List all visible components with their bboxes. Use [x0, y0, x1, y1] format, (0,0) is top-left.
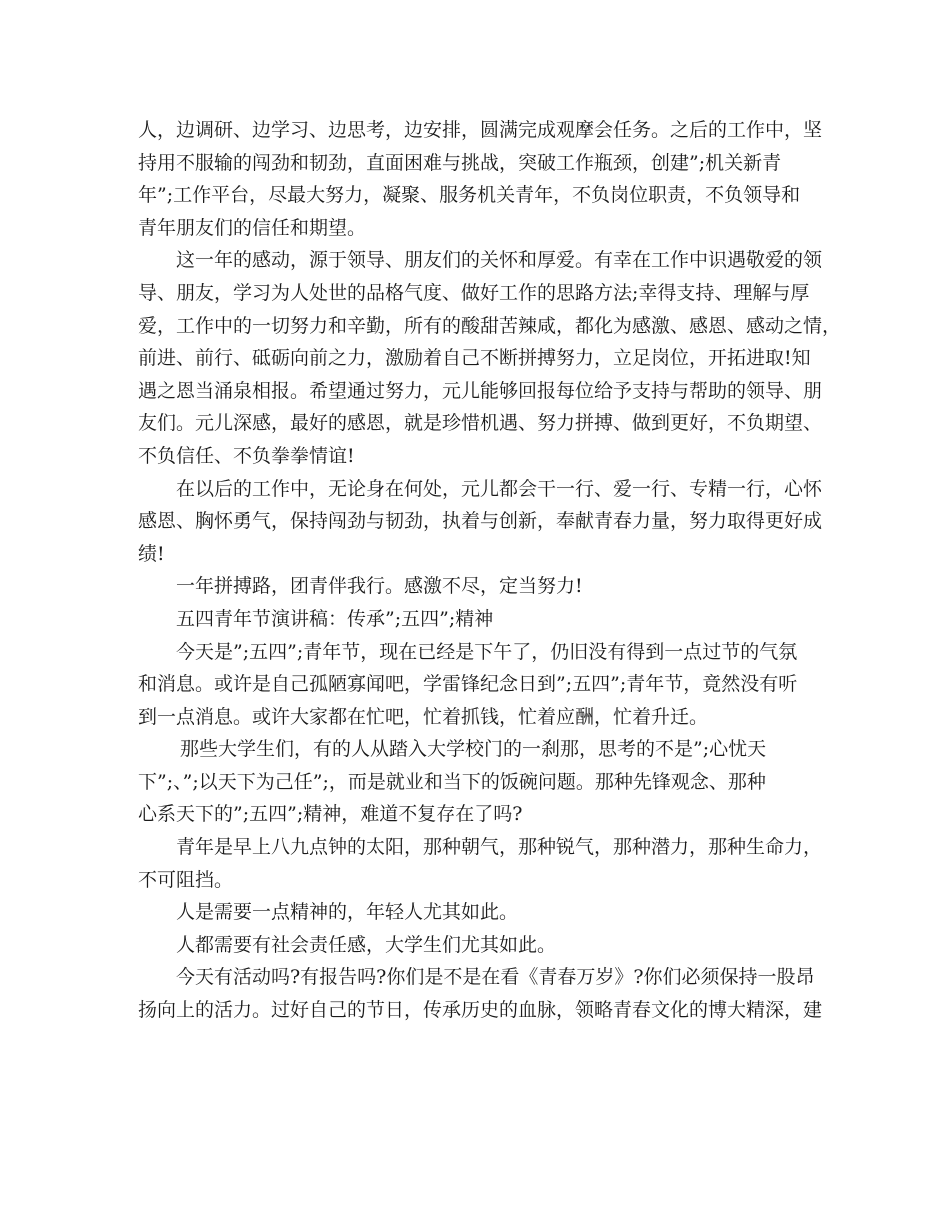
text-line: 绩! [138, 542, 165, 565]
text-line: 持用不服输的闯劲和韧劲，直面困难与挑战，突破工作瓶颈，创建”;机关新青 [138, 151, 782, 174]
paragraph-start: 今天是”;五四”;青年节，现在已经是下午了，仍旧没有得到一点过节的气氛 [176, 640, 798, 663]
paragraph-start: 这一年的感动，源于领导、朋友们的关怀和厚爱。有幸在工作中识遇敬爱的领 [176, 249, 823, 272]
paragraph-start: 在以后的工作中，无论身在何处，元儿都会干一行、爱一行、专精一行，心怀 [176, 477, 823, 500]
document-body [138, 114, 842, 1027]
paragraph-start: 人是需要一点精神的，年轻人尤其如此。 [176, 901, 519, 924]
text-line: 到一点消息。或许大家都在忙吧，忙着抓钱，忙着应酬，忙着升迁。 [138, 705, 709, 728]
text-line: 不可阻挡。 [138, 868, 234, 891]
text-line: 人，边调研、边学习、边思考，边安排，圆满完成观摩会任务。之后的工作中，坚 [138, 119, 823, 141]
text-line: 心系天下的”;五四”;精神，难道不复存在了吗? [138, 803, 523, 826]
text-line: 前进、前行、砥砺向前之力，激励着自己不断拼搏努力，立足岗位，开拓进取!知 [138, 347, 811, 370]
text-line: 感恩、胸怀勇气，保持闯劲与韧劲，执着与创新，奉献青春力量，努力取得更好成 [138, 510, 823, 533]
text-line: 和消息。或许是自己孤陋寡闻吧，学雷锋纪念日到”;五四”;青年节，竟然没有听 [138, 673, 798, 696]
paragraph-start: 今天有活动吗?有报告吗?你们是不是在看《青春万岁》?你们必须保持一股昂 [176, 966, 815, 989]
text-line: 爱，工作中的一切努力和辛勤，所有的酸甜苦辣咸，都化为感激、感恩、感动之情， [138, 314, 842, 337]
text-line: 下”;、”;以天下为己任”;，而是就业和当下的饭碗问题。那种先锋观念、那种 [138, 770, 766, 793]
text-line: 导、朋友，学习为人处世的品格气度、做好工作的思路方法;幸得支持、理解与厚 [138, 281, 810, 304]
text-line: 青年朋友们的信任和期望。 [138, 216, 367, 239]
section-heading: 五四青年节演讲稿：传承”;五四”;精神 [176, 607, 494, 630]
text-line: 年”;工作平台，尽最大努力，凝聚、服务机关青年，不负岗位职责，不负领导和 [138, 184, 801, 207]
paragraph-start: 青年是早上八九点钟的太阳，那种朝气，那种锐气，那种潜力，那种生命力， [176, 836, 823, 859]
text-line: 遇之恩当涌泉相报。希望通过努力，元儿能够回报每位给予支持与帮助的领导、朋 [138, 379, 823, 402]
text-line: 扬向上的活力。过好自己的节日，传承历史的血脉，领略青春文化的博大精深，建 [138, 999, 823, 1022]
text-line: 友们。元儿深感，最好的感恩，就是珍惜机遇、努力拼搏、做到更好，不负期望、 [138, 412, 823, 435]
text-line: 不负信任、不负拳拳情谊! [138, 444, 355, 467]
paragraph-start: 那些大学生们，有的人从踏入大学校门的一刹那，思考的不是”;心忧天 [180, 738, 767, 761]
paragraph-start: 一年拼搏路，团青伴我行。感激不尽，定当努力! [176, 575, 583, 598]
paragraph-start: 人都需要有社会责任感，大学生们尤其如此。 [176, 933, 557, 956]
